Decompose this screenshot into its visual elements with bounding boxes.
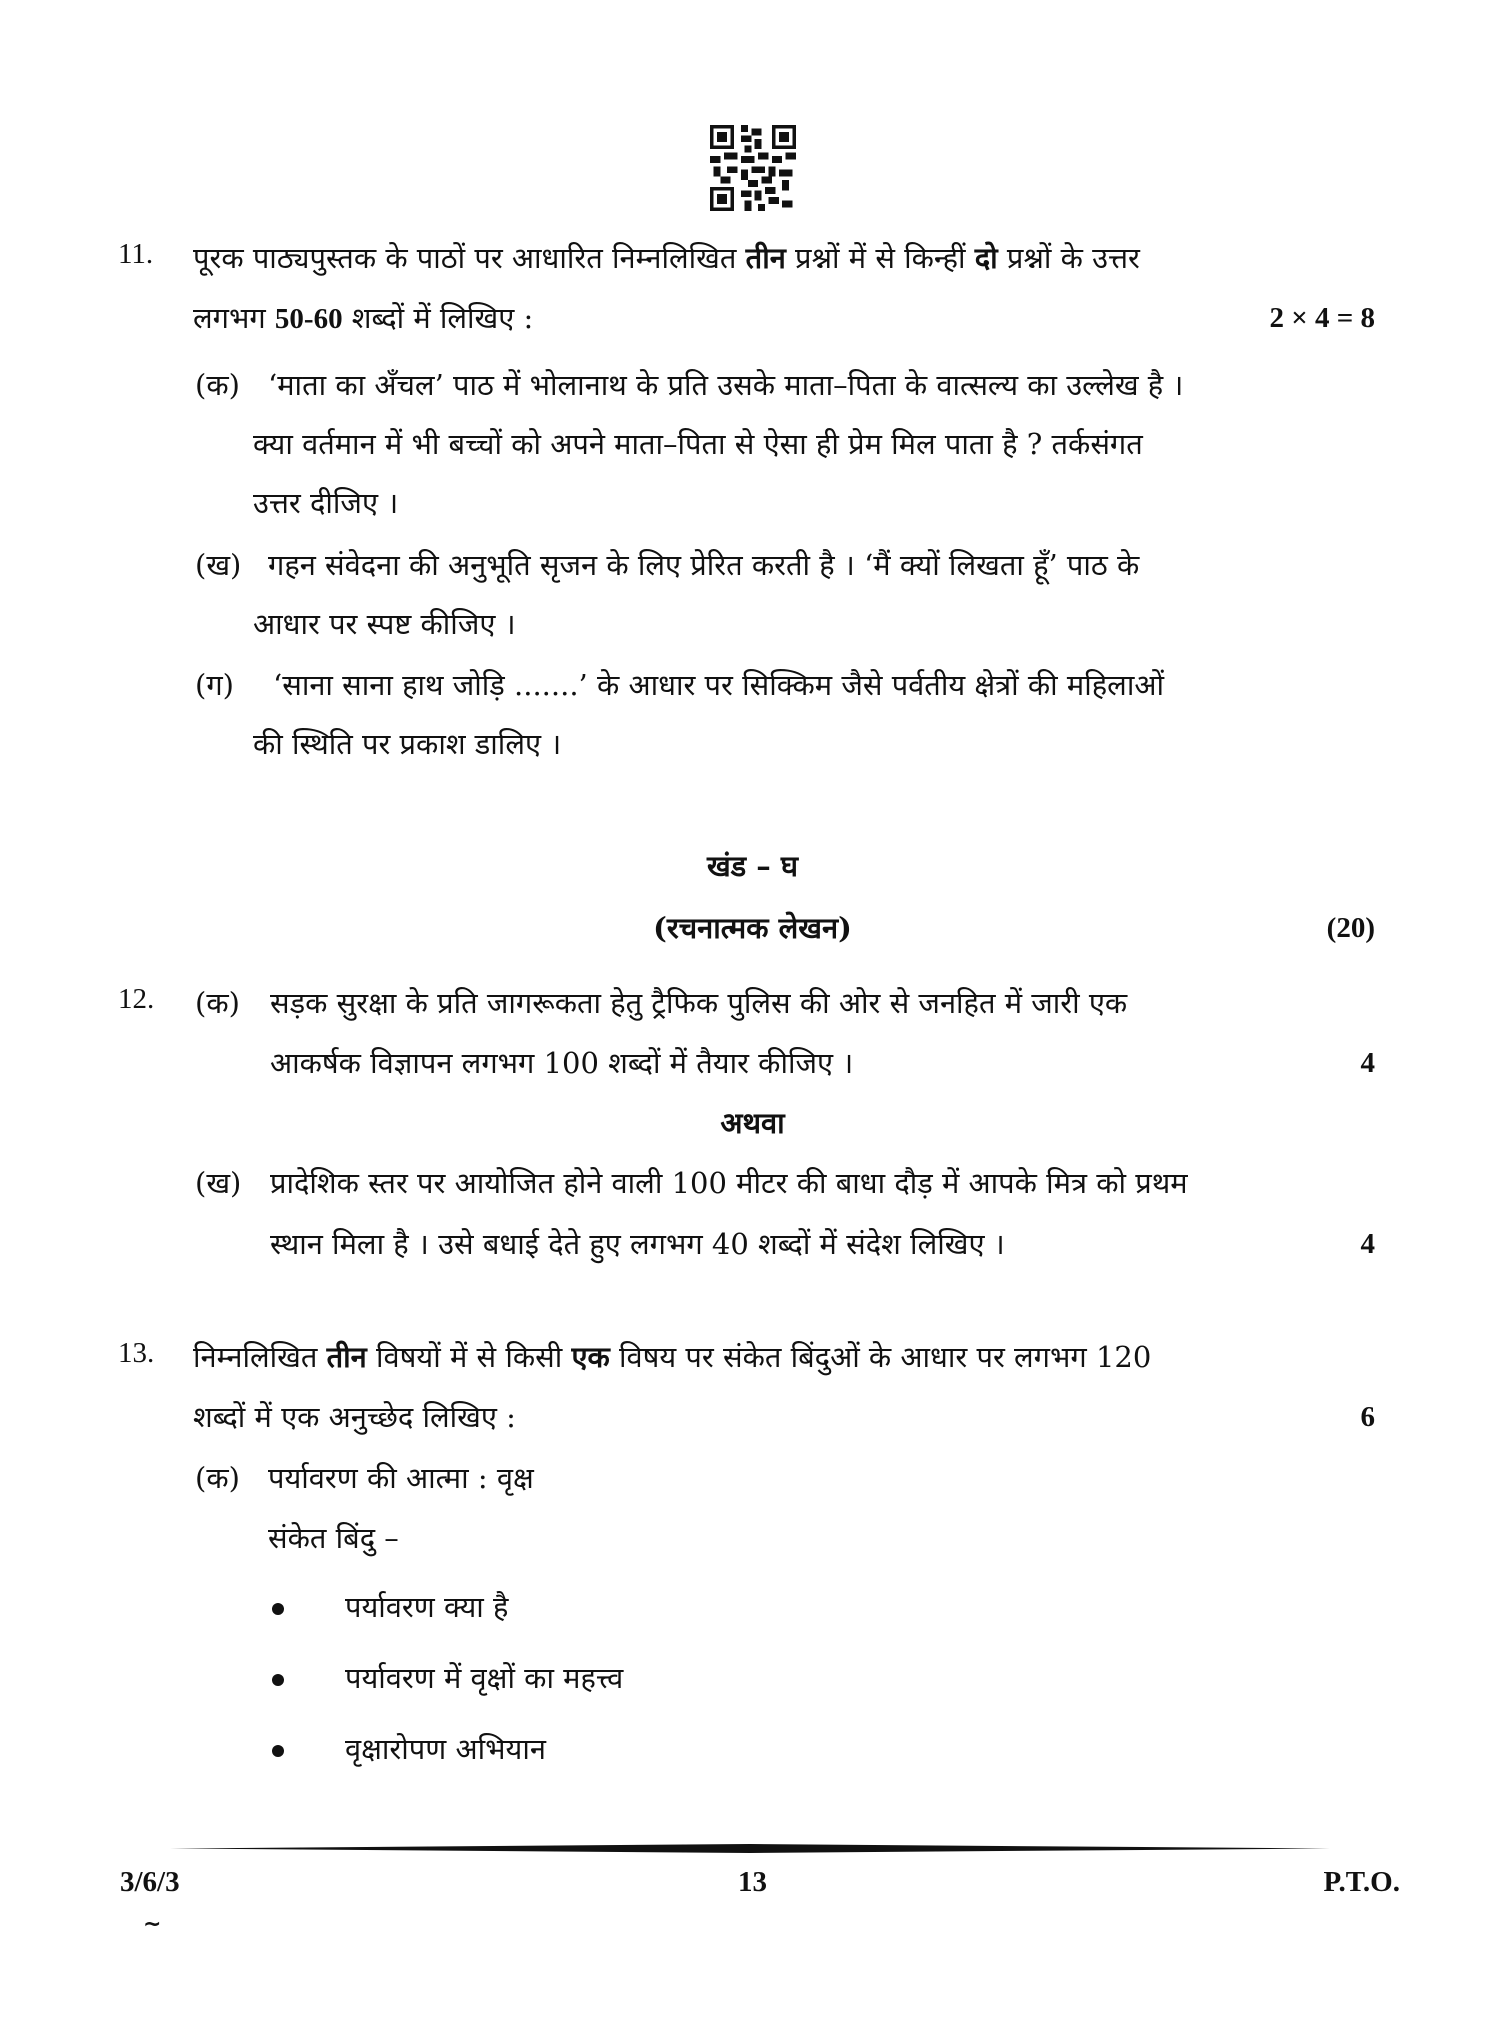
part-text-line: प्रादेशिक स्तर पर आयोजित होने वाली 100 मीटर की बाधा दौड़ में आपके मित्र को प्रथम xyxy=(270,1166,1188,1200)
question-11-text-line-2 xyxy=(193,298,533,339)
text: प्रश्नों के उत्तर xyxy=(997,241,1140,275)
part-marks: 4 xyxy=(1360,1047,1375,1079)
part-marks: 4 xyxy=(1360,1228,1375,1260)
please-turn-over: P.T.O. xyxy=(1323,1866,1400,1898)
hints-label: संकेत बिंदु – xyxy=(268,1521,399,1555)
emphasis: तीन xyxy=(745,241,786,275)
text: पूरक पाठ्यपुस्तक के पाठों पर आधारित निम्नलिखित xyxy=(193,241,746,275)
part-label: (ख) xyxy=(195,548,242,582)
text: प्रश्नों में से किन्हीं xyxy=(785,241,975,275)
section-marks: (20) xyxy=(1326,912,1375,944)
paper-code: 3/6/3 xyxy=(120,1866,180,1898)
qr-code-icon xyxy=(710,125,796,211)
part-text-line: सड़क सुरक्षा के प्रति जागरूकता हेतु ट्रैफिक पुलिस की ओर से जनहित में जारी एक xyxy=(270,986,1128,1020)
part-label: (क) xyxy=(195,1461,240,1495)
part-text-line: आधार पर स्पष्ट कीजिए । xyxy=(253,607,516,641)
part-text-line: आकर्षक विज्ञापन लगभग 100 शब्दों में तैयार कीजिए । xyxy=(270,1046,854,1080)
part-label: (क) xyxy=(195,368,240,402)
text: निम्नलिखित xyxy=(193,1340,327,1374)
emphasis: 50-60 xyxy=(274,303,343,335)
section-title: खंड – घ xyxy=(706,849,799,883)
bullet-icon xyxy=(272,1674,284,1686)
question-13-marks: 6 xyxy=(1360,1401,1375,1433)
text: विषय पर संकेत बिंदुओं के आधार पर लगभग 120 xyxy=(609,1340,1152,1374)
bullet-icon xyxy=(272,1745,284,1757)
question-number: 12. xyxy=(118,983,155,1015)
part-text-line: की स्थिति पर प्रकाश डालिए । xyxy=(253,727,562,761)
question-11-marks: 2 × 4 = 8 xyxy=(1269,302,1375,334)
page-number: 13 xyxy=(738,1866,767,1898)
or-label: अथवा xyxy=(720,1106,785,1140)
part-text-line: ‘साना साना हाथ जोड़ि .......’ के आधार पर सिक्किम जैसे पर्वतीय क्षेत्रों की महिलाओं xyxy=(273,668,1164,702)
emphasis: एक xyxy=(571,1340,610,1374)
part-text-line: स्थान मिला है । उसे बधाई देते हुए लगभग 40 शब्दों में संदेश लिखिए । xyxy=(270,1227,1005,1261)
question-number: 11. xyxy=(118,238,154,270)
emphasis: दो xyxy=(974,241,998,275)
part-text-line: गहन संवेदना की अनुभूति सृजन के लिए प्रेरित करती है । ‘मैं क्यों लिखता हूँ’ पाठ के xyxy=(268,548,1140,582)
question-13-text-line-2: शब्दों में एक अनुच्छेद लिखिए : xyxy=(193,1400,516,1434)
bullet-icon xyxy=(272,1603,284,1615)
part-label: (क) xyxy=(195,986,240,1020)
part-label: (ग) xyxy=(195,668,234,702)
footer-divider xyxy=(170,1844,1330,1853)
part-text-line: ‘माता का अँचल’ पाठ में भोलानाथ के प्रति उसके माता–पिता के वात्सल्य का उल्लेख है । xyxy=(268,368,1184,402)
question-11-text-line-1 xyxy=(193,238,1140,278)
hint-item: वृक्षारोपण अभियान xyxy=(345,1732,546,1766)
text: विषयों में से किसी xyxy=(366,1340,572,1374)
emphasis: तीन xyxy=(326,1340,367,1374)
question-13-text-line-1 xyxy=(193,1337,1151,1377)
hint-item: पर्यावरण में वृक्षों का महत्त्व xyxy=(345,1661,624,1695)
part-text-line: उत्तर दीजिए । xyxy=(253,486,399,520)
question-number: 13. xyxy=(118,1337,155,1369)
hint-item: पर्यावरण क्या है xyxy=(345,1590,509,1624)
part-label: (ख) xyxy=(195,1166,242,1200)
text: लगभग xyxy=(193,301,275,335)
part-title: पर्यावरण की आत्मा : वृक्ष xyxy=(268,1461,534,1495)
part-text-line: क्या वर्तमान में भी बच्चों को अपने माता–पिता से ऐसा ही प्रेम मिल पाता है ? तर्कसंगत xyxy=(253,427,1143,461)
footer-mark: ~ xyxy=(143,1912,162,1937)
text: शब्दों में लिखिए : xyxy=(342,301,534,335)
section-subtitle: (रचनात्मक लेखन) xyxy=(653,911,852,945)
